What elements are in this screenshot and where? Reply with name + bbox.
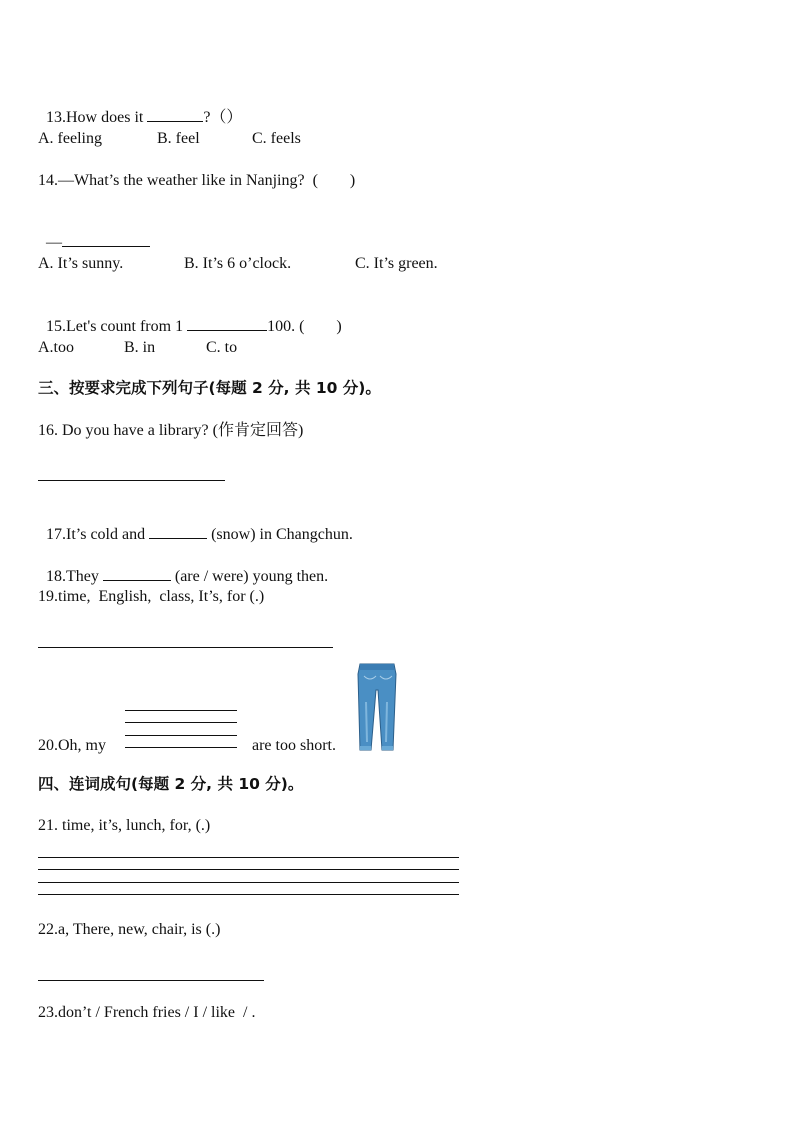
option-b: B. feel [157, 130, 200, 147]
option-c: C. to [206, 339, 238, 356]
question-13 [38, 87, 242, 128]
option-b: B. It’s 6 o’clock. [184, 255, 292, 272]
question-15-text: 15.Let's count from 1 [46, 318, 188, 335]
answer-line[interactable] [38, 647, 333, 648]
section-4-heading: 四、连词成句(每题 2 分, 共 10 分)。 [38, 775, 304, 793]
writing-line[interactable] [125, 710, 237, 711]
writing-line[interactable] [125, 722, 237, 723]
answer-line[interactable] [38, 480, 225, 481]
option-c: C. It’s green. [355, 255, 438, 272]
question-21-text: 21. time, it’s, lunch, for, (.) [38, 817, 211, 834]
question-15-bracket: 100. ( ) [267, 318, 342, 335]
question-14-text: 14.—What’s the weather like in Nanjing? ( ) [38, 172, 356, 189]
option-c: C. feels [252, 130, 301, 147]
writing-line[interactable] [38, 882, 459, 883]
writing-line[interactable] [125, 747, 237, 748]
jeans-icon [356, 662, 398, 752]
question-16-text: 16. Do you have a library? (作肯定回答) [38, 422, 304, 439]
question-19-text: 19.time, English, class, It’s, for (.) [38, 588, 265, 605]
answer-blank[interactable] [62, 232, 150, 247]
option-b: B. in [124, 339, 156, 356]
question-14-answer [38, 212, 150, 253]
question-17-hint: (snow) in Changchun. [207, 526, 353, 543]
dash: — [46, 234, 62, 251]
question-13-bracket: ?（） [203, 109, 243, 126]
answer-blank[interactable] [103, 566, 171, 581]
question-18-text: 18.They [46, 568, 103, 585]
question-23-text: 23.don’t / French fries / I / like / . [38, 1004, 256, 1021]
question-22-text: 22.a, There, new, chair, is (.) [38, 921, 221, 938]
answer-blank[interactable] [187, 316, 267, 331]
writing-line[interactable] [38, 857, 459, 858]
question-13-text: 13.How does it [46, 109, 148, 126]
question-18-hint: (are / were) young then. [170, 568, 329, 585]
writing-line[interactable] [125, 735, 237, 736]
answer-blank[interactable] [147, 107, 203, 122]
question-15 [38, 296, 342, 337]
writing-line[interactable] [38, 869, 459, 870]
question-17 [38, 504, 353, 545]
question-17-text: 17.It’s cold and [46, 526, 150, 543]
section-3-heading: 三、按要求完成下列句子(每题 2 分, 共 10 分)。 [38, 379, 381, 397]
question-18 [38, 546, 328, 587]
writing-line[interactable] [38, 894, 459, 895]
question-20-tail: are too short. [252, 737, 336, 754]
option-a: A. feeling [38, 130, 102, 147]
option-a: A.too [38, 339, 74, 356]
option-a: A. It’s sunny. [38, 255, 124, 272]
answer-blank[interactable] [149, 524, 207, 539]
answer-line[interactable] [38, 980, 264, 981]
question-20-text: 20.Oh, my [38, 737, 106, 754]
